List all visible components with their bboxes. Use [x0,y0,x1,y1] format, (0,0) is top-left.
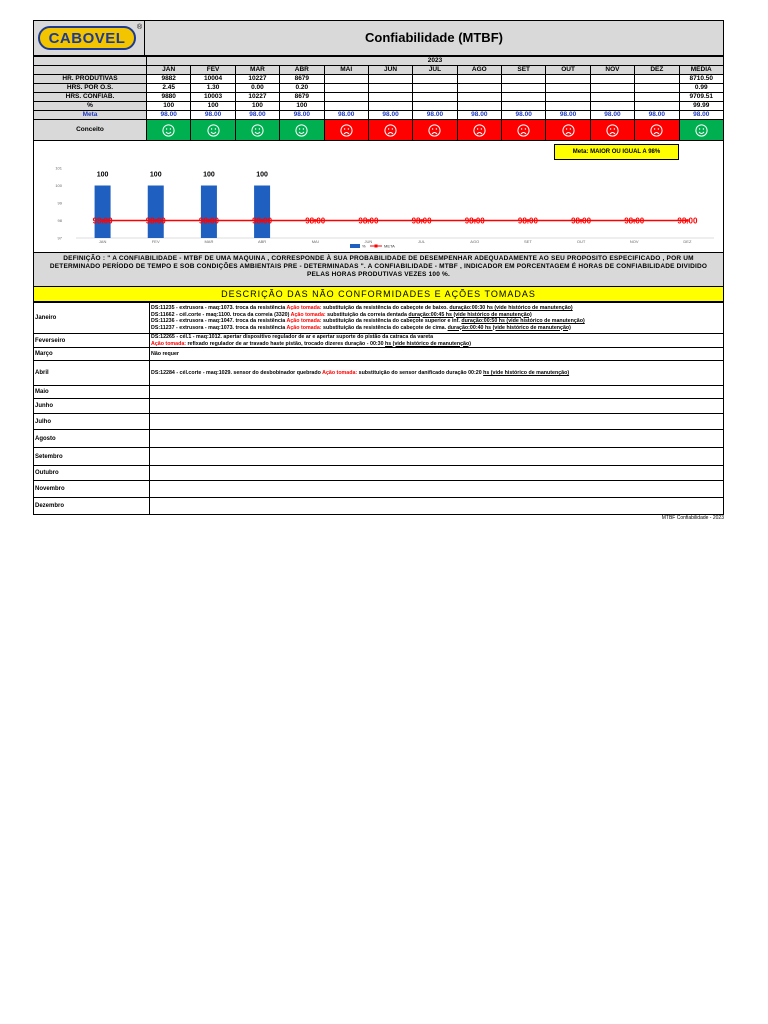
table-cell: 9882 [147,75,191,84]
bar [148,186,164,239]
description-title: DESCRIÇÃO DAS NÃO CONFORMIDADES E AÇÕES TOMADAS [33,287,724,302]
legend-marker-meta [375,245,378,248]
month-description [150,386,724,399]
meta-cell: 98.00 [280,111,324,120]
x-tick-label: JUN [364,239,373,244]
duration-text: duração:00:40 hs (vide histórico de manutenção) [447,324,571,331]
month-row [34,348,724,361]
smiley-face-icon [695,124,708,137]
meta-value-label: 98.00 [358,216,379,226]
table-cell: 0.20 [280,84,324,93]
description-line [151,370,722,377]
registered-mark: ® [137,24,143,31]
year-label: 2023 [147,57,724,66]
smiley-face-icon [251,124,264,137]
conceito-good [679,120,724,141]
month-row [34,448,724,466]
conceito-bad [324,120,368,141]
meta-cell: 98.00 [590,111,634,120]
year-spacer [34,57,147,66]
smiley-face-icon [207,124,220,137]
month-label: Feverseiro [34,334,150,348]
table-cell [368,84,412,93]
description-text: DS:11237 - extrusora - maq:1073. troca da resistência [151,324,287,331]
month-header: MAI [324,66,368,75]
month-header: JAN [147,66,191,75]
description-text: DS:11235 - extrusora - maq:1073. troca da resistência [151,305,287,311]
page-title: Confiabilidade (MTBF) [144,21,723,55]
bar-value-label: 100 [149,171,162,179]
definition-text: DEFINIÇÃO : " A CONFIABILIDADE - MTBF DE UMA MAQUINA , CORRESPONDE À SUA PROBABILIDADE DE DESEMPENHAR ADEQUADAMENTE AO SEU PROPOSITO ESPECIFICADO , POR UM DETERMINADO PERÍODO DE TEMPO E SOB CONDIÇÕES AMBIENTAIS PRE - DETERMINADAS ". A CONFIABILIDADE - MTBF , INDICADOR EM PORCENTAGEM É HORAS DE CONFIABILIDADE DIVIDIDO PELAS HORAS PRODUTIVAS VEZES 100 %. [33,253,724,287]
table-cell [324,102,368,111]
month-row [34,498,724,515]
y-tick-label: 99 [57,200,62,206]
table-cell [590,93,634,102]
bar-value-label: 100 [203,171,215,179]
x-tick-label: NOV [629,239,639,244]
month-label: Junho [34,399,150,414]
conceito-row-label: Conceito [34,120,147,141]
action-taken-label: Ação tomada: [286,305,324,311]
table-cell [413,93,457,102]
legend-label-meta: META [384,243,395,249]
month-header: MAR [235,66,279,75]
table-cell: 10227 [235,75,279,84]
meta-value-label: 98.00 [92,216,113,226]
table-cell [368,75,412,84]
month-row [34,481,724,498]
table-cell: 99.99 [679,102,724,111]
conceito-bad [368,120,412,141]
table-cell [546,84,590,93]
month-description [150,334,724,348]
table-cell [368,102,412,111]
spreadsheet [33,20,724,525]
month-description [150,498,724,515]
table-cell [635,102,679,111]
table-cell [590,75,634,84]
meta-cell: 98.00 [546,111,590,120]
month-header: OUT [546,66,590,75]
table-cell: 10003 [191,93,235,102]
month-description [150,430,724,448]
month-row [34,386,724,399]
month-row [34,414,724,430]
table-cell: 8679 [280,93,324,102]
row-label: HR. PRODUTIVAS [34,75,147,84]
table-cell [546,93,590,102]
month-label: Outubro [34,466,150,481]
month-description [150,466,724,481]
meta-cell: 98.00 [457,111,501,120]
table-cell [324,75,368,84]
x-tick-label: FEV [151,239,160,244]
description-text: DS:12265 - cél.1 - maq:1012. apertar dispositivo regulador de ar e apertar suporte do pistão da catraca da vareta [151,334,434,340]
row-label: HRS. POR O.S. [34,84,147,93]
meta-value-label: 98.00 [252,216,273,226]
description-text: DS:11236 - extrusora - maq:1047. troca da resistência [151,318,287,324]
sad-face-icon [606,124,619,137]
table-cell [590,84,634,93]
description-text: substituição da resistência do cabeçote superior e inf. [323,318,462,324]
month-description [150,481,724,498]
conceito-good [235,120,279,141]
x-tick-label: SET [524,239,532,244]
description-text: substituição do sensor danificado duração 00:20 [358,369,484,376]
table-cell [502,93,546,102]
bar [201,186,217,239]
mtbf-chart [33,141,724,253]
description-line [151,341,722,348]
meta-value-label: 98.00 [624,216,645,226]
month-header: JUL [413,66,457,75]
meta-cell: 98.00 [635,111,679,120]
month-header: FEV [191,66,235,75]
table-cell: 10227 [235,93,279,102]
month-description [150,361,724,386]
meta-cell: 98.00 [324,111,368,120]
month-row [34,361,724,386]
conceito-bad [590,120,634,141]
meta-row-label: Meta [34,111,147,120]
month-header-spacer [34,66,147,75]
meta-value-label: 98.00 [517,216,538,226]
month-header: DEZ [635,66,679,75]
meta-value-label: 98.00 [145,216,166,226]
table-cell: 0.00 [235,84,279,93]
x-tick-label: MAR [204,239,214,244]
table-cell [546,75,590,84]
x-tick-label: DEZ [683,239,692,244]
table-cell [635,93,679,102]
month-label: Julho [34,414,150,430]
conceito-bad [635,120,679,141]
conceito-bad [457,120,501,141]
description-text: substituição da resistência do cabeçote de baixo. [323,305,450,311]
table-cell: 100 [235,102,279,111]
month-row [34,430,724,448]
table-cell: 8710.50 [679,75,724,84]
table-cell: 2.45 [147,84,191,93]
conceito-good [191,120,235,141]
table-cell [590,102,634,111]
conceito-good [147,120,191,141]
sad-face-icon [384,124,397,137]
meta-value-label: 98.00 [571,216,592,226]
table-cell [502,75,546,84]
month-label: Abril [34,361,150,386]
table-cell: 0.99 [679,84,724,93]
meta-cell: 98.00 [502,111,546,120]
table-cell [457,84,501,93]
table-cell [546,102,590,111]
action-taken-label: Ação tomada: [286,324,324,331]
x-tick-label: ABR [257,239,267,244]
row-label: HRS. CONFIAB. [34,93,147,102]
action-taken-label: Ação tomada: [290,311,328,318]
meta-cell: 98.00 [368,111,412,120]
month-label: Setembro [34,448,150,466]
table-cell [457,102,501,111]
table-cell: 8679 [280,75,324,84]
legend-swatch-bars [350,244,360,248]
row-label: % [34,102,147,111]
table-cell [413,75,457,84]
action-taken-label: Ação tomada: [322,369,359,376]
description-text: Não requer [151,350,179,357]
month-description [150,348,724,361]
y-tick-label: 100 [55,183,62,188]
table-cell: 100 [280,102,324,111]
sad-face-icon [650,124,663,137]
duration-text: hs (vide histórico de manutenção) [483,369,570,376]
table-cell: 100 [191,102,235,111]
smiley-face-icon [162,124,175,137]
sad-face-icon [428,124,441,137]
duration-text: hs (vide histórico de manutenção) [385,340,471,347]
month-header: NOV [590,66,634,75]
x-tick-label: MAI [311,239,319,244]
table-cell [502,102,546,111]
table-cell [502,84,546,93]
meta-value-label: 98.00 [464,216,485,226]
description-text: DS:12284 - cél.corte - maq:1029. sensor do desbobinador quebrado [151,369,323,376]
month-label: Março [34,348,150,361]
meta-cell: 98.00 [147,111,191,120]
header-bar [33,20,724,56]
month-header: JUN [368,66,412,75]
month-label: Dezembro [34,498,150,515]
meta-value-label: 98.00 [198,216,219,226]
month-header: AGO [457,66,501,75]
description-text: DS:11662 - cél.corte - maq:1100. troca da correia (3320) [151,311,291,318]
month-row [34,466,724,481]
description-text: refixado regulador de ar travado haste pistão, trocado dizeres duração - 00:30 [187,340,386,347]
month-label: Maio [34,386,150,399]
table-cell: 1.30 [191,84,235,93]
month-label: Janeiro [34,303,150,334]
smiley-face-icon [295,124,308,137]
duration-text: duração:00:45 hs (vide histórico de manutenção) [408,311,532,318]
month-label: Novembro [34,481,150,498]
description-line [151,325,722,332]
description-text: substituição da resistência do cabeçote de cima. [323,324,448,331]
duration-text: duração:00:50 hs (vide histórico de manutenção) [461,318,585,324]
footer-area [33,515,724,525]
meta-cell: 98.00 [679,111,724,120]
conceito-bad [502,120,546,141]
meta-value-label: 98.00 [305,216,326,226]
table-cell [457,93,501,102]
conceito-bad [413,120,457,141]
bar-value-label: 100 [96,171,109,179]
month-description [150,448,724,466]
mtbf-table [33,56,724,141]
table-cell: 10004 [191,75,235,84]
sad-face-icon [562,124,575,137]
y-tick-label: 101 [55,165,62,171]
bar [254,186,270,239]
x-tick-label: OUT [576,239,586,244]
x-tick-label: AGO [470,239,480,244]
meta-cell: 98.00 [191,111,235,120]
description-text: substituição da correia dentada [327,311,409,318]
action-taken-label: Ação tomada: [151,340,188,347]
description-line [151,351,722,358]
table-cell [324,93,368,102]
sad-face-icon [473,124,486,137]
cabovel-logo: CABOVEL [38,26,136,50]
action-taken-label: Ação tomada: [286,318,324,324]
month-label: Agosto [34,430,150,448]
month-description [150,303,724,334]
x-tick-label: JUL [418,239,426,244]
y-tick-label: 98 [57,218,62,223]
meta-cell: 98.00 [235,111,279,120]
month-row [34,399,724,414]
sad-face-icon [517,124,530,137]
table-cell [635,84,679,93]
footer-text: MTBF Confiabilidade - 2023 [661,515,724,521]
conceito-bad [546,120,590,141]
meta-value-label: 98.00 [677,216,698,226]
month-header: ABR [280,66,324,75]
table-cell: 9880 [147,93,191,102]
duration-text: duração:00:30 hs (vide histórico de manutenção) [449,305,573,311]
month-description [150,399,724,414]
nonconformity-table [33,302,724,515]
meta-cell: 98.00 [413,111,457,120]
sad-face-icon [340,124,353,137]
y-tick-label: 97 [57,235,62,241]
table-cell [635,75,679,84]
x-tick-label: JAN [98,239,107,244]
conceito-good [280,120,324,141]
bar-value-label: 100 [256,171,268,179]
table-cell: 100 [147,102,191,111]
month-row [34,334,724,348]
meta-note: Meta: MAIOR OU IGUAL A 98% [554,144,679,160]
meta-value-label: 98.00 [411,216,432,226]
month-row [34,303,724,334]
table-cell [368,93,412,102]
table-cell: 9709.51 [679,93,724,102]
month-description [150,414,724,430]
table-cell [457,75,501,84]
month-header: MÉDIA [679,66,724,75]
table-cell [413,102,457,111]
bar [95,186,111,239]
legend-label-bars: % [362,243,366,249]
month-header: SET [502,66,546,75]
table-cell [324,84,368,93]
table-cell [413,84,457,93]
